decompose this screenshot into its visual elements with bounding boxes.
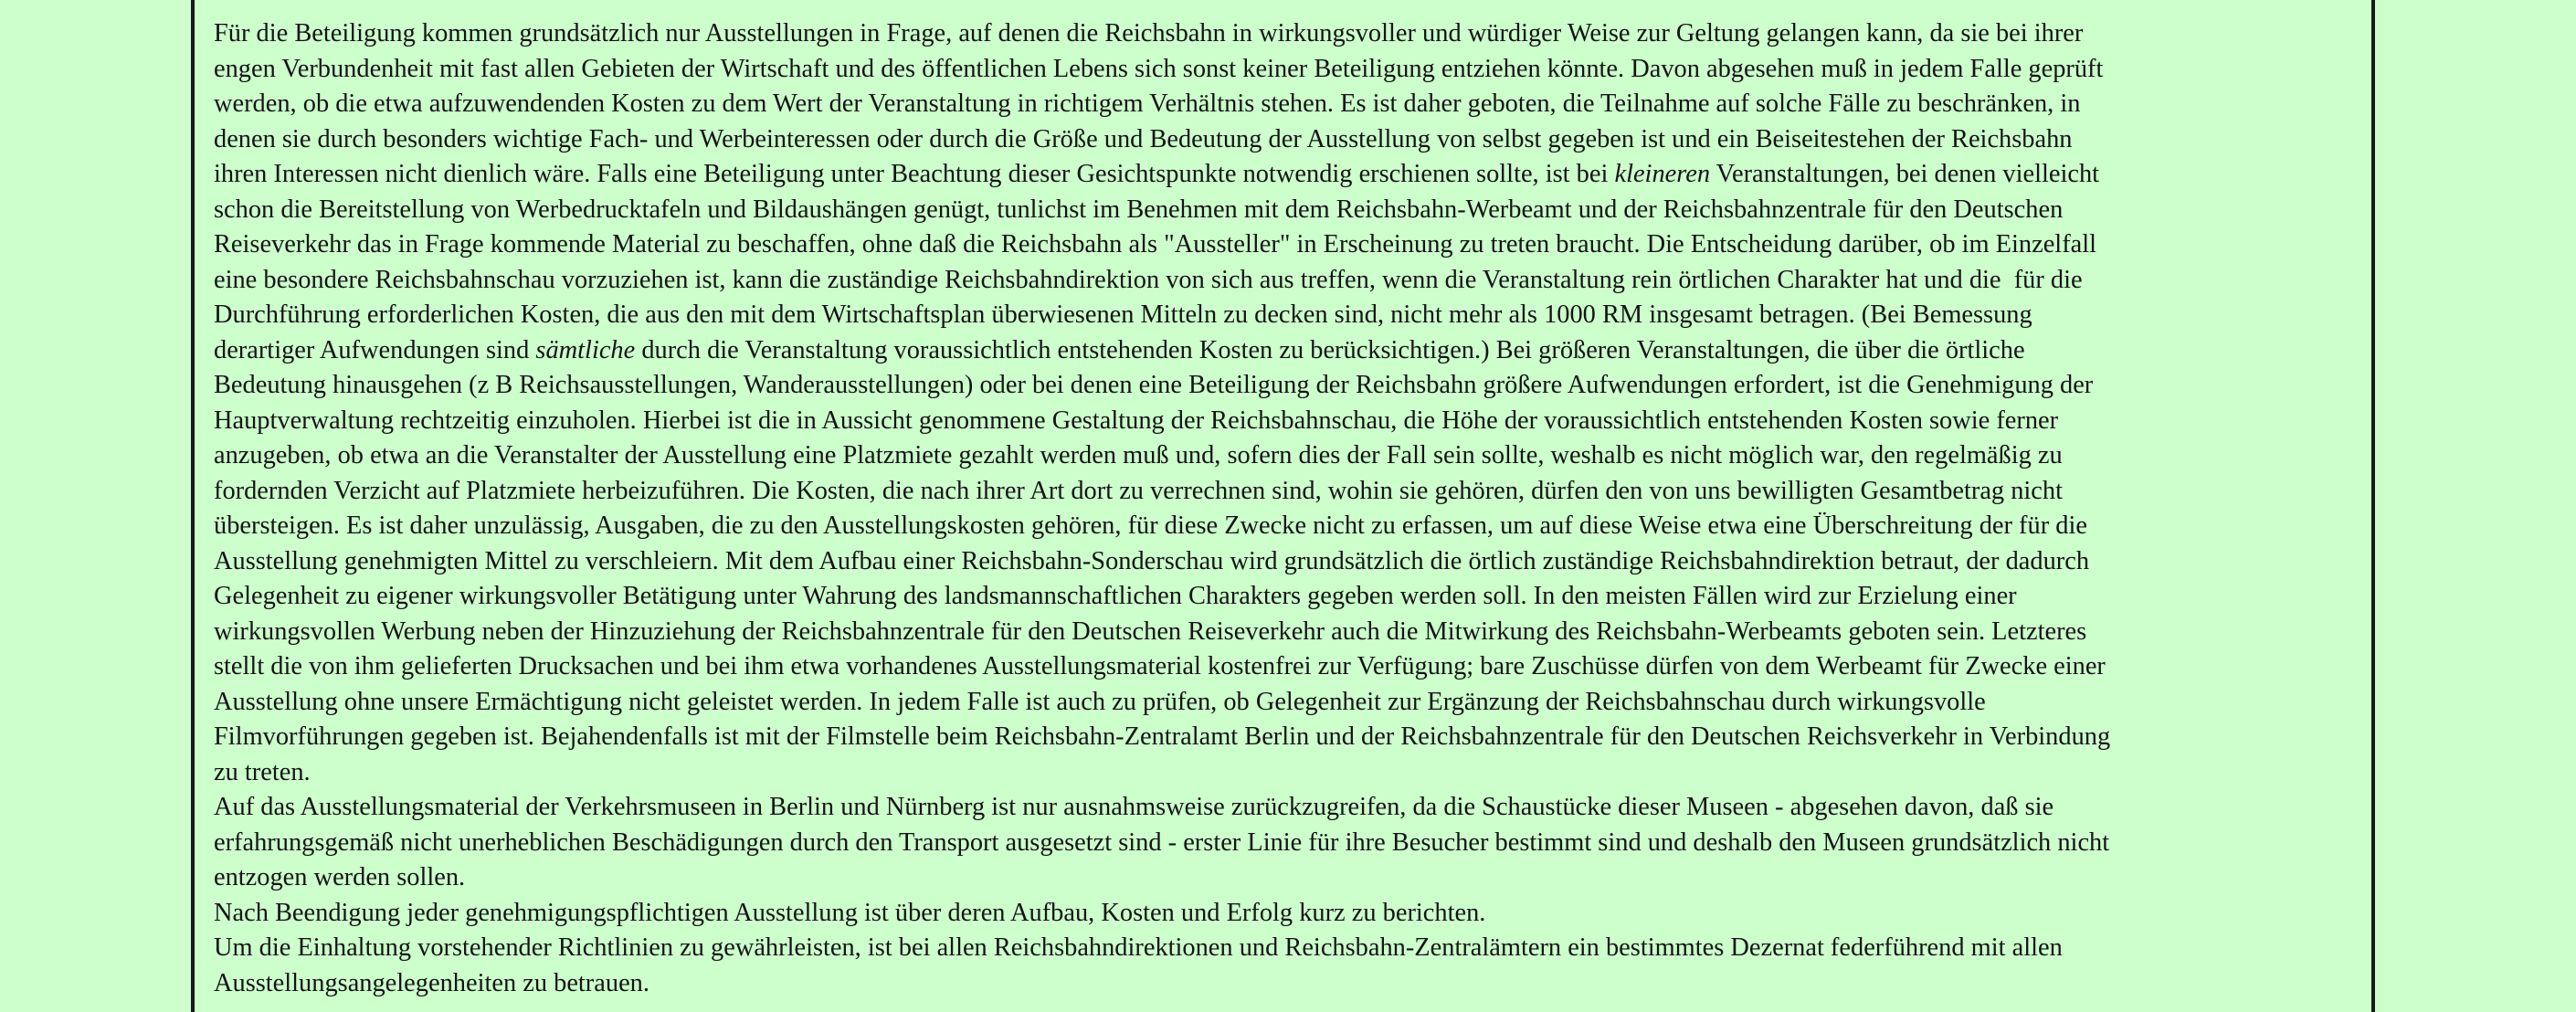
emphasis-text: sämtliche	[535, 335, 636, 364]
text-run: eine besondere Reichsbahnschau vorzuziehen ist, kann die zuständige Reichsbahndirektion von sich aus treffen, wenn die Veranstaltung rein örtlichen Charakter hat und die für die	[214, 265, 2083, 294]
text-run: Gelegenheit zu eigener wirkungsvoller Betätigung unter Wahrung des landsmannschaftlichen Charakters gegeben werden soll. In den meisten Fällen wird zur Erzielung einer	[214, 582, 2017, 610]
paragraph	[214, 790, 2370, 896]
text-run: stellt die von ihm gelieferten Drucksachen und bei ihm etwa vorhandenes Ausstellungsmaterial kostenfrei zur Verfügung; bare Zuschüsse dürfen von dem Werbeamt für Zwecke einer	[214, 652, 2106, 680]
text-run: Reiseverkehr das in Frage kommende Material zu beschaffen, ohne daß die Reichsbahn als "Aussteller" in Erscheinung zu treten braucht. Die Entscheidung darüber, ob im Einzelfall	[214, 230, 2097, 258]
text-run: denen sie durch besonders wichtige Fach- und Werbeinteressen oder durch die Größe und Bedeutung der Ausstellung von selbst gegeben ist und ein Beiseitestehen der Reichsbahn	[214, 124, 2073, 153]
text-line	[214, 685, 2370, 721]
text-line	[214, 896, 2370, 932]
text-line	[214, 52, 2370, 88]
text-line	[214, 579, 2370, 615]
text-line	[214, 263, 2370, 299]
text-run: Nach Beendigung jeder genehmigungspflichtigen Ausstellung ist über deren Aufbau, Kosten und Erfolg kurz zu berichten.	[214, 898, 1486, 927]
text-run: Für die Beteiligung kommen grundsätzlich nur Ausstellungen in Frage, auf denen die Reichsbahn in wirkungsvoller und würdiger Weise zur Geltung gelangen kann, da sie bei ihrer	[214, 19, 2084, 47]
text-line	[214, 16, 2370, 52]
text-run: ihren Interessen nicht dienlich wäre. Falls eine Beteiligung unter Beachtung dieser Gesichtspunkte notwendig erschienen sollte, ist bei	[214, 160, 1615, 188]
text-run: Hauptverwaltung rechtzeitig einzuholen. Hierbei ist die in Aussicht genommene Gestaltung der Reichsbahnschau, die Höhe der voraussichtlich entstehenden Kosten sowie ferner	[214, 406, 2059, 435]
text-run: schon die Bereitstellung von Werbedrucktafeln und Bildaushängen genügt, tunlichst im Benehmen mit dem Reichsbahn-Werbeamt und der Reichsbahnzentrale für den Deutschen	[214, 195, 2064, 224]
text-line	[214, 474, 2370, 510]
text-run: Bedeutung hinausgehen (z B Reichsausstellungen, Wanderausstellungen) oder bei denen eine Beteiligung der Reichsbahn größere Aufwendungen erfordert, ist die Genehmigung der	[214, 371, 2094, 399]
text-line	[214, 87, 2370, 122]
text-line	[214, 544, 2370, 580]
text-run: entzogen werden sollen.	[214, 863, 466, 891]
text-line	[214, 298, 2370, 333]
text-run: Ausstellung genehmigten Mittel zu verschleiern. Mit dem Aufbau einer Reichsbahn-Sonderschau wird grundsätzlich die örtlich zuständige Reichsbahndirektion betraut, der dadurch	[214, 546, 2090, 575]
text-run: zu treten.	[214, 757, 311, 786]
document-body	[214, 16, 2370, 1001]
text-line	[214, 333, 2370, 369]
text-run: Filmvorführungen gegeben ist. Bejahendenfalls ist mit der Filmstelle beim Reichsbahn-Zentralamt Berlin und der Reichsbahnzentrale für den Deutschen Reichsverkehr in Verbindung	[214, 722, 2111, 751]
text-line	[214, 368, 2370, 404]
text-line	[214, 826, 2370, 861]
text-line	[214, 755, 2370, 791]
text-run: durch die Veranstaltung voraussichtlich entstehenden Kosten zu berücksichtigen.) Bei größeren Veranstaltungen, die über die örtliche	[635, 335, 2025, 364]
text-line	[214, 720, 2370, 755]
paragraph	[214, 16, 2370, 790]
text-run: Durchführung erforderlichen Kosten, die aus den mit dem Wirtschaftsplan überwiesenen Mitteln zu decken sind, nicht mehr als 1000 RM insgesamt betragen. (Bei Bemessung	[214, 300, 2032, 329]
text-run: wirkungsvollen Werbung neben der Hinzuziehung der Reichsbahnzentrale für den Deutschen Reiseverkehr auch die Mitwirkung des Reichsbahn-Werbeamts geboten sein. Letzteres	[214, 617, 2087, 646]
document-page	[191, 0, 2375, 1012]
text-line	[214, 509, 2370, 544]
text-run: derartiger Aufwendungen sind	[214, 335, 536, 364]
text-line	[214, 649, 2370, 685]
text-line	[214, 860, 2370, 896]
text-run: Auf das Ausstellungsmaterial der Verkehrsmuseen in Berlin und Nürnberg ist nur ausnahmsweise zurückzugreifen, da die Schaustücke dieser Museen - abgesehen davon, daß sie	[214, 793, 2054, 821]
paragraph	[214, 896, 2370, 932]
text-run: Um die Einhaltung vorstehender Richtlinien zu gewährleisten, ist bei allen Reichsbahndirektionen und Reichsbahn-Zentralämtern ein bestimmtes Dezernat federführend mit allen	[214, 933, 2063, 962]
text-line	[214, 404, 2370, 439]
text-run: anzugeben, ob etwa an die Veranstalter der Ausstellung eine Platzmiete gezahlt werden muß und, sofern dies der Fall sein sollte, weshalb es nicht möglich war, den regelmäßig zu	[214, 441, 2063, 469]
text-line	[214, 122, 2370, 158]
text-line	[214, 227, 2370, 263]
text-line	[214, 193, 2370, 228]
text-run: erfahrungsgemäß nicht unerheblichen Beschädigungen durch den Transport ausgesetzt sind - erster Linie für ihre Besucher bestimmt sind und deshalb den Museen grundsätzlich nicht	[214, 828, 2110, 857]
text-line	[214, 615, 2370, 650]
paragraph	[214, 931, 2370, 1001]
text-run: Ausstellungsangelegenheiten zu betrauen.	[214, 968, 649, 997]
text-line	[214, 157, 2370, 193]
text-line	[214, 790, 2370, 826]
text-run: übersteigen. Es ist daher unzulässig, Ausgaben, die zu den Ausstellungskosten gehören, für diese Zwecke nicht zu erfassen, um auf diese Weise etwa eine Überschreitung der für die	[214, 511, 2087, 540]
text-line	[214, 931, 2370, 966]
text-run: fordernden Verzicht auf Platzmiete herbeizuführen. Die Kosten, die nach ihrer Art dort zu verrechnen sind, wohin sie gehören, dürfen den von uns bewilligten Gesamtbetrag nicht	[214, 476, 2063, 505]
text-run: Veranstaltungen, bei denen vielleicht	[1710, 160, 2100, 188]
text-run: werden, ob die etwa aufzuwendenden Kosten zu dem Wert der Veranstaltung in richtigem Verhältnis stehen. Es ist daher geboten, die Teilnahme auf solche Fälle zu beschränken, in	[214, 90, 2081, 118]
text-line	[214, 966, 2370, 1002]
text-line	[214, 438, 2370, 474]
text-run: engen Verbundenheit mit fast allen Gebieten der Wirtschaft und des öffentlichen Lebens sich sonst keiner Beteiligung entziehen könnte. Davon abgesehen muß in jedem Falle geprüft	[214, 54, 2104, 83]
text-run: Ausstellung ohne unsere Ermächtigung nicht geleistet werden. In jedem Falle ist auch zu prüfen, ob Gelegenheit zur Ergänzung der Reichsbahnschau durch wirkungsvolle	[214, 687, 1986, 716]
emphasis-text: kleineren	[1614, 160, 1711, 188]
